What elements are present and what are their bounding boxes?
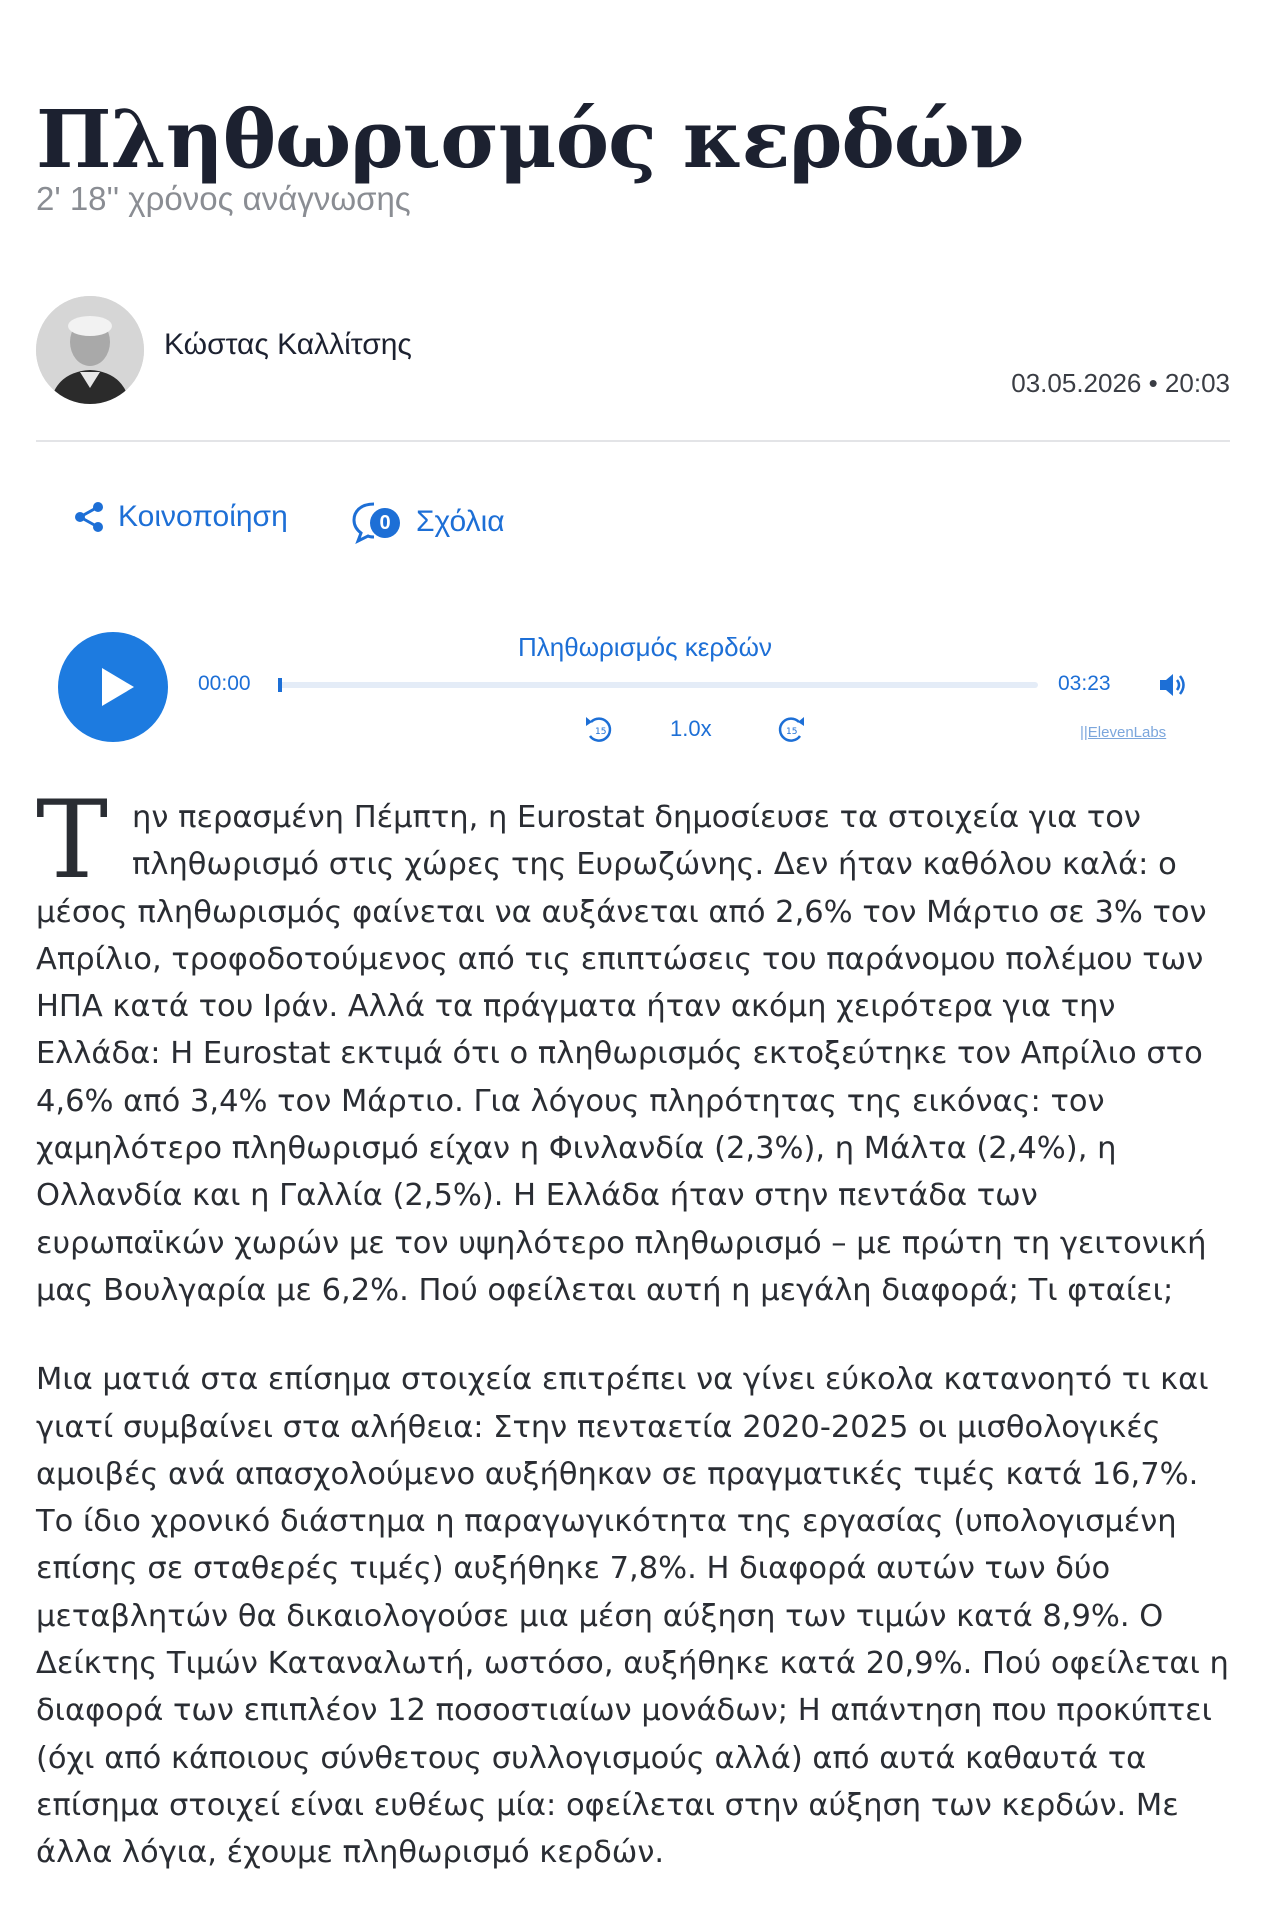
paragraph-1-text: ην περασμένη Πέμπτη, η Eurostat δημοσίευσε τα στοιχεία για τον πληθωρισμό στις χώρες της Ευρωζώνης. Δεν ήταν καθόλου καλά: ο μέσος πληθωρισμός φαίνεται να αυξάνεται από 2,6% τον Μάρτιο σε 3% τον Απρίλιο, τροφοδοτούμενος από τις επιπτώσεις του παράνομου πολέμου των ΗΠΑ κατά του Ιράν. Αλλά τα πράγματα ήταν ακόμη χειρότερα για την Ελλάδα: Η Eurostat εκτιμά ότι ο πληθωρισμός εκτοξεύτηκε τον Απρίλιο στο 4,6% από 3,4% τον Μάρτιο. Για λόγους πληρότητας της εικόνας: τον χαμηλότερο πληθωρισμό είχαν η Φινλανδία (2,3%), η Μάλτα (2,4%), η Ολλανδία και η Γαλλία (2,5%). Η Ελλάδα ήταν στην πεντάδα των ευρωπαϊκών χωρών με τον υψηλότερο πληθωρισμό – με πρώτη τη γειτονική μας Βουλγαρία με 6,2%. Πού οφείλεται αυτή η μεγάλη διαφορά; Τι φταίει; [36,800,1207,1308]
speed-button[interactable]: 1.0x [670,716,712,741]
forward-button[interactable] [774,712,808,746]
article-body [36,778,1230,1877]
comments-count: 0 [370,508,400,538]
play-icon [58,632,168,742]
volume-icon [1156,670,1190,700]
rewind-button[interactable] [582,712,616,746]
svg-text:15: 15 [786,727,798,737]
share-button[interactable] [72,500,288,534]
share-label: Κοινοποίηση [118,500,288,533]
play-button[interactable] [58,632,168,742]
avatar-photo-icon [36,296,144,404]
volume-button[interactable] [1156,670,1190,700]
paragraph-2: Μια ματιά στα επίσημα στοιχεία επιτρέπει να γίνει εύκολα κατανοητό τι και γιατί συμβαίνει στα αλήθεια: Στην πενταετία 2020-2025 οι μισθολογικές αμοιβές ανά απασχολούμενο αυξήθηκαν σε πραγματικές τιμές κατά 16,7%. Το ίδιο χρονικό διάστημα η παραγωγικότητα της εργασίας (υπολογισμένη επίσης σε σταθερές τιμές) αυξήθηκε 7,8%. Η διαφορά αυτών των δύο μεταβλητών θα δικαιολογούσε μια μέση αύξηση των τιμών κατά 8,9%. Ο Δείκτης Τιμών Καταναλωτή, ωστόσο, αυξήθηκε κατά 20,9%. Πού οφείλεται η διαφορά των επιπλέον 12 ποσοστιαίων μονάδων; Η απάντηση που προκύπτει (όχι από κάποιους σύνθετους συλλογισμούς αλλά) από αυτά καθαυτά τα επίσημα στοιχεί είναι ευθέως μία: οφείλεται στην αύξηση των κερδών. Με άλλα λόγια, έχουμε πληθωρισμό κερδών. [36,1362,1229,1871]
comments-label: Σχόλια [416,505,505,538]
drop-cap: Τ [36,778,109,903]
forward-15-icon [774,712,808,746]
comments-button[interactable] [352,500,505,544]
author-row [36,296,1230,406]
current-time: 00:00 [198,672,251,695]
paragraph-1 [36,778,1230,1314]
publish-date: 03.05.2026 • 20:03 [1011,368,1230,398]
elevenlabs-link[interactable]: ||ElevenLabs [1080,724,1167,741]
read-time: 2' 18'' χρόνος ανάγνωσης [36,180,411,217]
divider [36,440,1230,442]
author-avatar[interactable] [36,296,144,404]
svg-text:15: 15 [595,727,607,737]
author-name[interactable]: Κώστας Καλλίτσης [164,328,412,361]
progress-bar[interactable] [278,682,1038,688]
progress-handle[interactable] [278,678,282,692]
article-title: Πληθωρισμός κερδών [36,91,1024,186]
player-title: Πληθωρισμός κερδών [518,632,772,662]
share-icon [72,500,106,534]
total-time: 03:23 [1058,672,1111,695]
audio-player [58,630,1230,760]
rewind-15-icon [582,712,616,746]
comment-bubble-icon [352,500,404,544]
